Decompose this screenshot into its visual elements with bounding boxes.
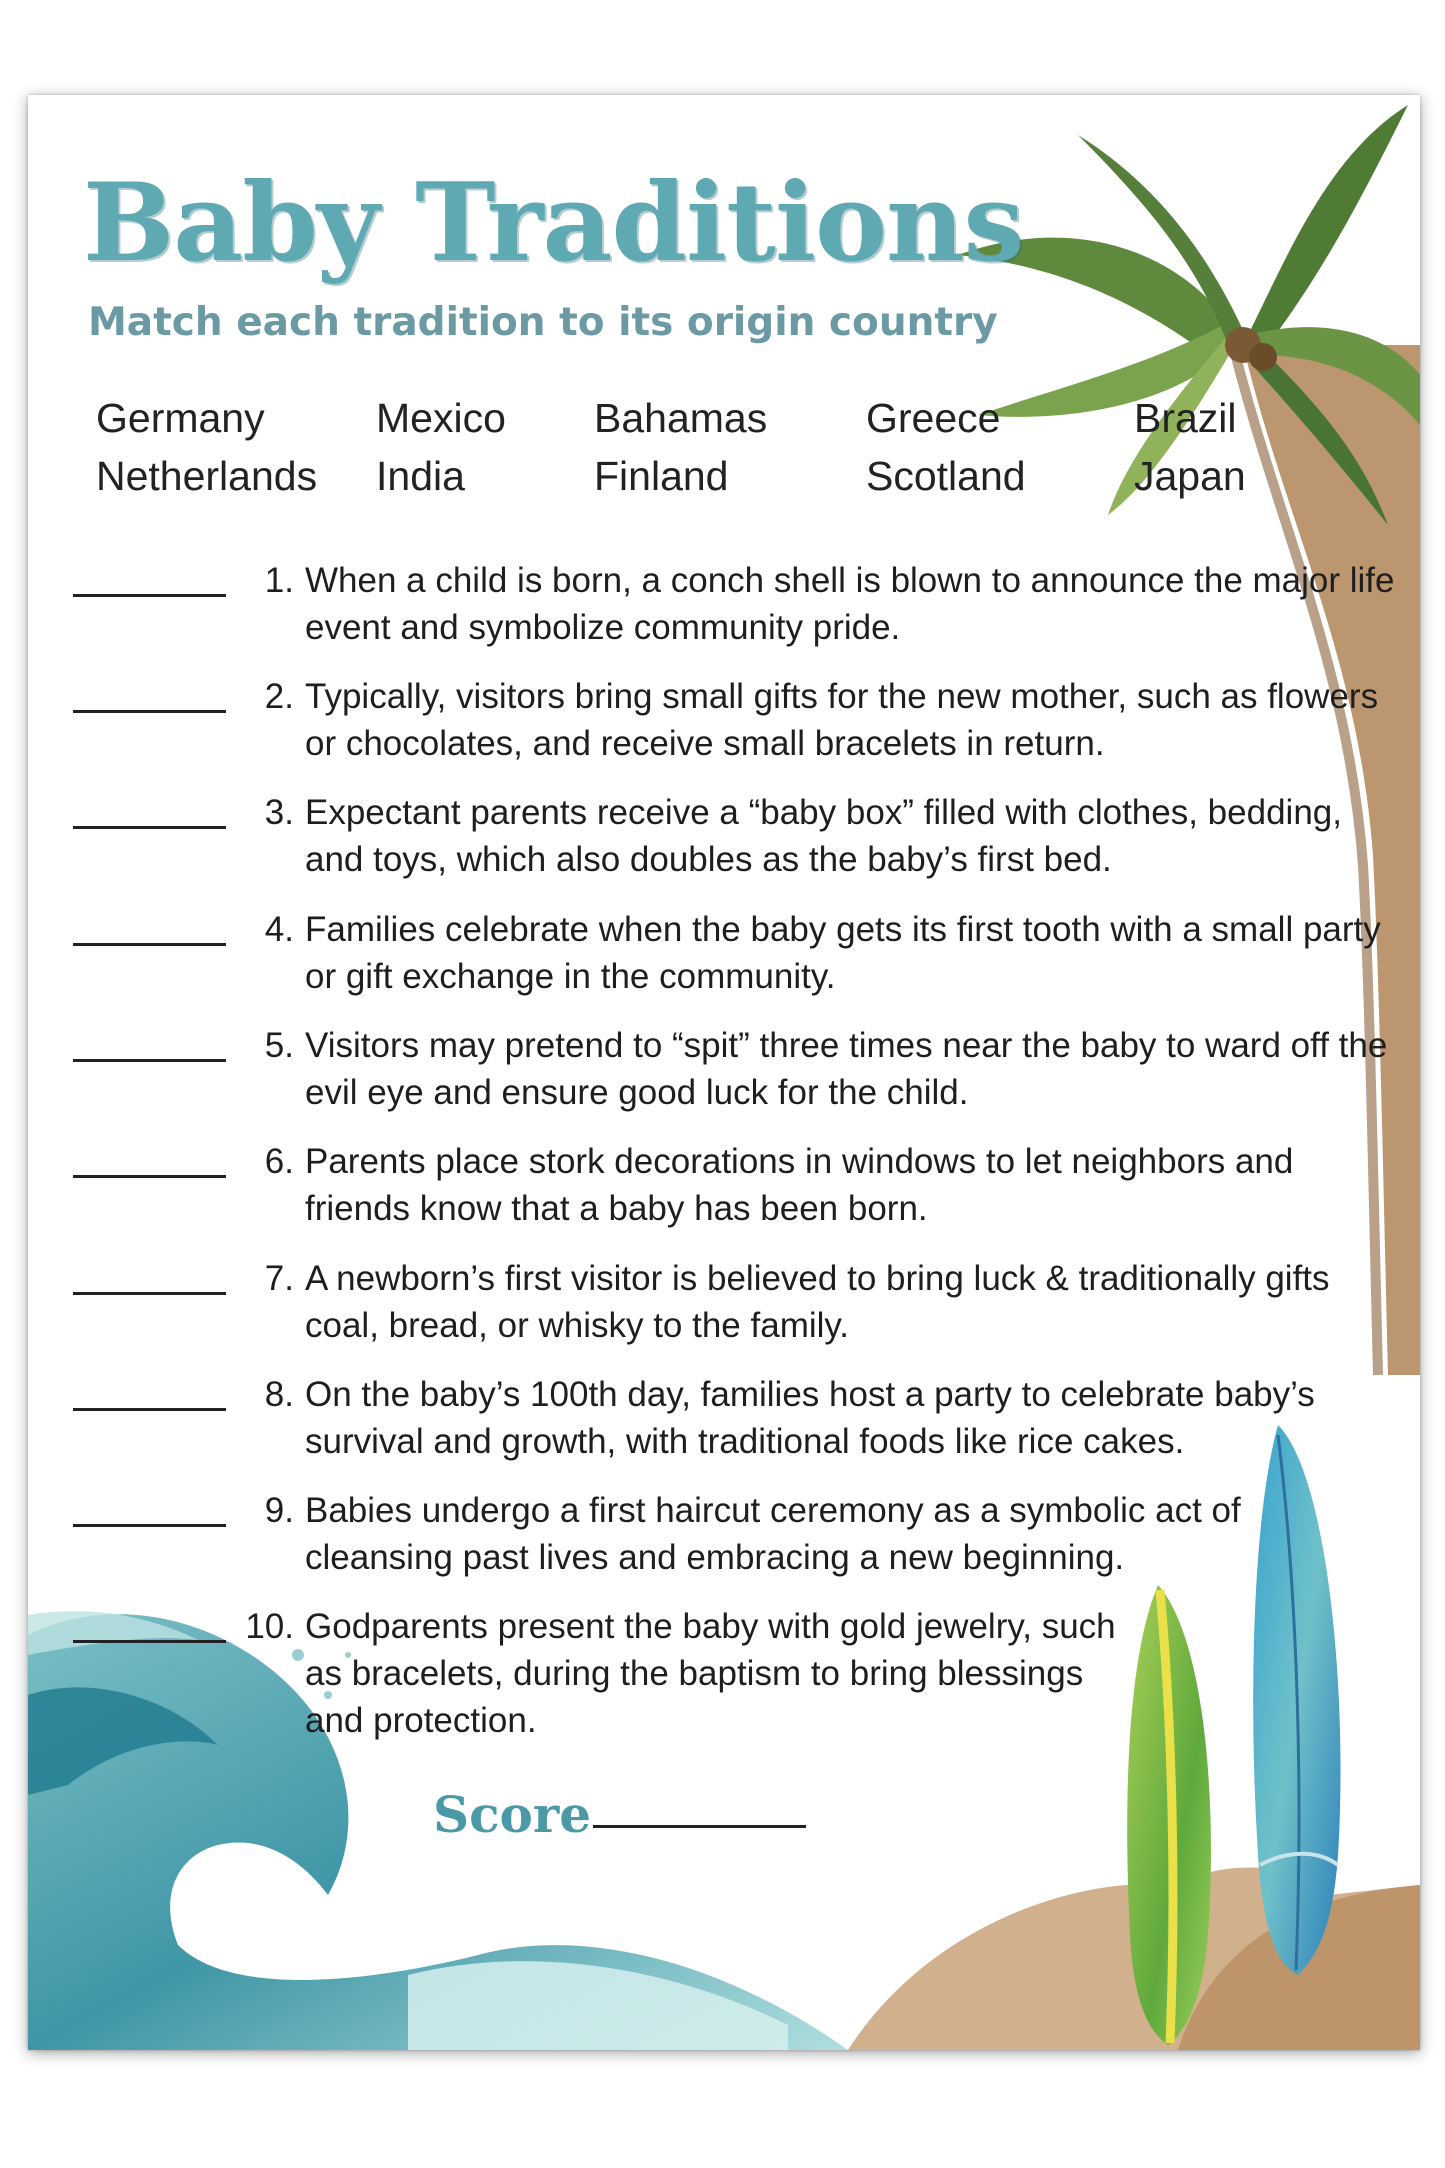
country-list bbox=[96, 395, 1246, 500]
score-blank[interactable] bbox=[593, 1825, 806, 1828]
question-text: When a child is born, a conch shell is blown to announce the major life event and symbolize community pride. bbox=[305, 561, 1395, 647]
question-text: Parents place stork decorations in windows to let neighbors and friends know that a baby has been born. bbox=[305, 1142, 1294, 1228]
question-text: A newborn’s first visitor is believed to bring luck & traditionally gifts coal, bread, or whisky to the family. bbox=[305, 1259, 1330, 1345]
country-item: Mexico bbox=[376, 395, 506, 441]
question-number: 6. bbox=[264, 1142, 294, 1181]
country-item: Bahamas bbox=[594, 395, 768, 441]
question-number: 1. bbox=[264, 561, 294, 600]
question-text: Visitors may pretend to “spit” three times near the baby to ward off the evil eye and ensure good luck for the child. bbox=[305, 1026, 1388, 1112]
question-number: 4. bbox=[264, 910, 294, 949]
answer-blank[interactable] bbox=[73, 1408, 226, 1411]
country-item: Finland bbox=[594, 453, 729, 499]
country-item: Scotland bbox=[866, 453, 1026, 499]
answer-blank[interactable] bbox=[73, 1640, 226, 1643]
country-item: Brazil bbox=[1134, 395, 1237, 441]
answer-blank[interactable] bbox=[73, 826, 226, 829]
question-number: 9. bbox=[264, 1491, 294, 1530]
page-subtitle: Match each tradition to its origin country bbox=[88, 300, 998, 345]
question-text: Godparents present the baby with gold jewelry, such as bracelets, during the baptism to bring blessings and protection. bbox=[305, 1607, 1116, 1740]
question-number: 5. bbox=[264, 1026, 294, 1065]
question-number: 2. bbox=[264, 677, 294, 716]
answer-blank[interactable] bbox=[73, 1524, 226, 1527]
country-item: India bbox=[376, 453, 465, 499]
question-text: On the baby’s 100th day, families host a party to celebrate baby’s survival and growth, with traditional foods like rice cakes. bbox=[305, 1375, 1315, 1461]
country-item: Germany bbox=[96, 395, 265, 441]
country-item: Greece bbox=[866, 395, 1001, 441]
answer-blank[interactable] bbox=[73, 710, 226, 713]
country-item: Japan bbox=[1134, 453, 1246, 499]
question-text: Typically, visitors bring small gifts for the new mother, such as flowers or chocolates, and receive small bracelets in return. bbox=[305, 677, 1379, 763]
question-number: 3. bbox=[264, 793, 294, 832]
answer-blank[interactable] bbox=[73, 1059, 226, 1062]
answer-blank[interactable] bbox=[73, 1292, 226, 1295]
question-text: Expectant parents receive a “baby box” filled with clothes, bedding, and toys, which also doubles as the baby’s first bed. bbox=[305, 793, 1342, 879]
question-text: Families celebrate when the baby gets its first tooth with a small party or gift exchange in the community. bbox=[305, 910, 1381, 996]
page-title: Baby Traditions bbox=[83, 160, 1024, 286]
question-number: 10. bbox=[245, 1607, 294, 1646]
answer-blank[interactable] bbox=[73, 1175, 226, 1178]
game-card bbox=[28, 95, 1420, 2050]
answer-blank[interactable] bbox=[73, 943, 226, 946]
surfboard-green-icon bbox=[1127, 1585, 1211, 2045]
question-number: 7. bbox=[264, 1259, 294, 1298]
question-text: Babies undergo a first haircut ceremony as a symbolic act of cleansing past lives and embracing a new beginning. bbox=[305, 1491, 1241, 1577]
question-number: 8. bbox=[264, 1375, 294, 1414]
score-label: Score bbox=[433, 1785, 592, 1844]
answer-blank[interactable] bbox=[73, 594, 226, 597]
country-item: Netherlands bbox=[96, 453, 318, 499]
